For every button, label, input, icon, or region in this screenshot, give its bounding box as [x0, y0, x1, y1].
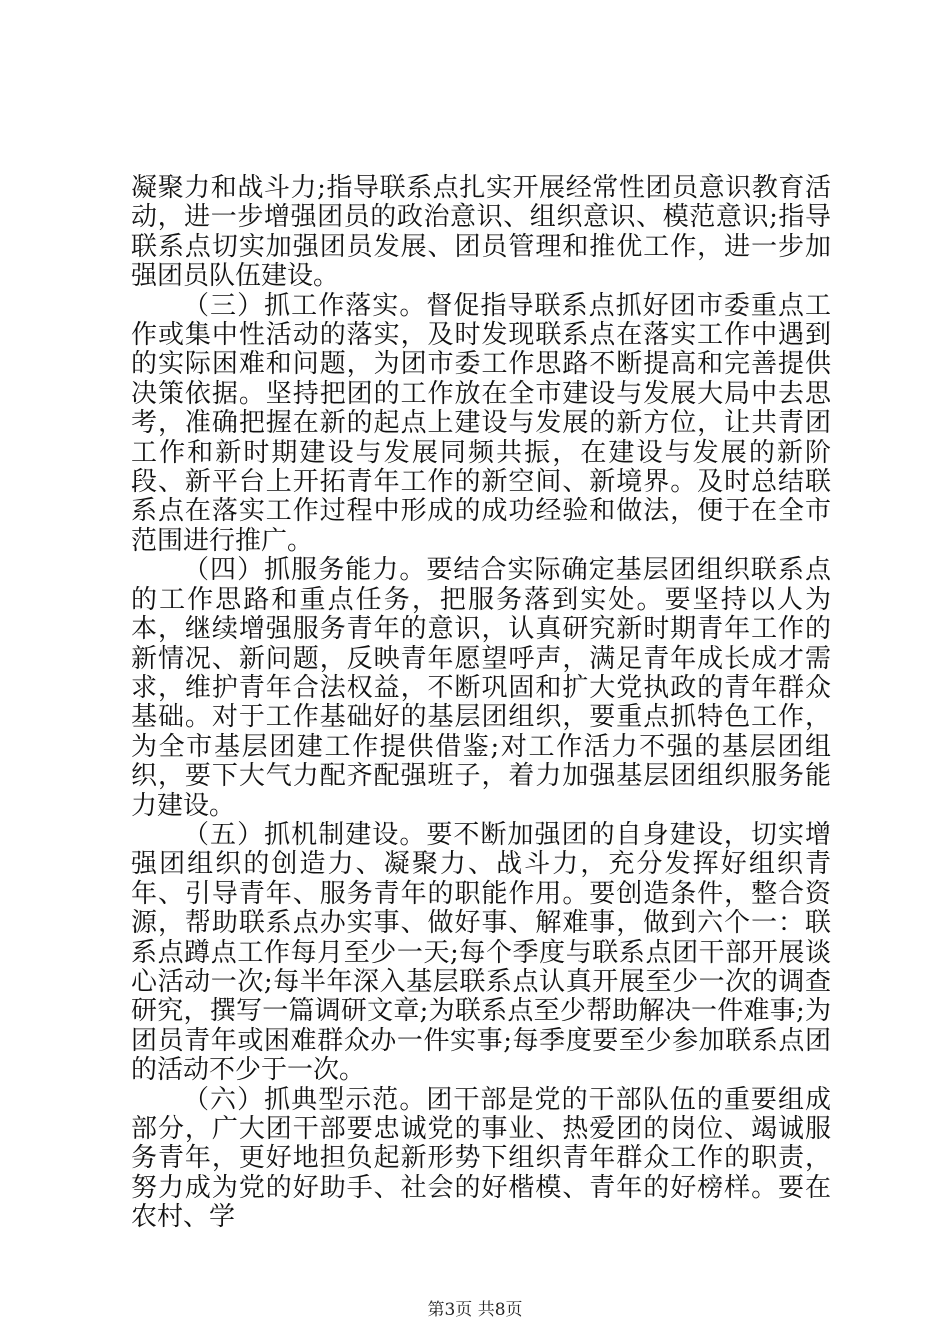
- paragraph-section-4: （四）抓服务能力。要结合实际确定基层团组织联系点的工作思路和重点任务，把服务落到实处。要坚持以人为本，继续增强服务青年的意识，认真研究新时期青年工作的新情况、新问题，反映青年愿望呼声，满足青年成长成才需求，维护青年合法权益，不断巩固和扩大党执政的青年群众基础。对于工作基础好的基层团组织，要重点抓特色工作，为全市基层团建工作提供借鉴;对工作活力不强的基层团组织，要下大气力配齐配强班子，着力加强基层团组织服务能力建设。: [131, 555, 831, 821]
- page-footer: 第3页 共8页: [427, 1300, 523, 1320]
- paragraph-continuation: 凝聚力和战斗力;指导联系点扎实开展经常性团员意识教育活动，进一步增强团员的政治意识、组织意识、模范意识;指导联系点切实加强团员发展、团员管理和推优工作，进一步加强团员队伍建设。: [131, 173, 831, 292]
- paragraph-section-5: （五）抓机制建设。要不断加强团的自身建设，切实增强团组织的创造力、凝聚力、战斗力，充分发挥好组织青年、引导青年、服务青年的职能作用。要创造条件，整合资源，帮助联系点办实事、做好事、解难事，做到六个一：联系点蹲点工作每月至少一天;每个季度与联系点团干部开展谈心活动一次;每半年深入基层联系点认真开展至少一次的调查研究，撰写一篇调研文章;为联系点至少帮助解决一件难事;为团员青年或困难群众办一件实事;每季度要至少参加联系点团的活动不少于一次。: [131, 819, 831, 1086]
- paragraph-section-3: （三）抓工作落实。督促指导联系点抓好团市委重点工作或集中性活动的落实，及时发现联系点在落实工作中遇到的实际困难和问题，为团市委工作思路不断提高和完善提供决策依据。坚持把团的工作放在全市建设与发展大局中去思考，准确把握在新的起点上建设与发展的新方位，让共青团工作和新时期建设与发展同频共振，在建设与发展的新阶段、新平台上开拓青年工作的新空间、新境界。及时总结联系点在落实工作过程中形成的成功经验和做法，便于在全市范围进行推广。: [131, 290, 831, 556]
- document-body: [131, 174, 831, 1233]
- paragraph-section-6: （六）抓典型示范。团干部是党的干部队伍的重要组成部分，广大团干部要忠诚党的事业、热爱团的岗位、竭诚服务青年，更好地担负起新形势下组织青年群众工作的职责，努力成为党的好助手、社会的好楷模、青年的好榜样。要在农村、学: [131, 1084, 831, 1233]
